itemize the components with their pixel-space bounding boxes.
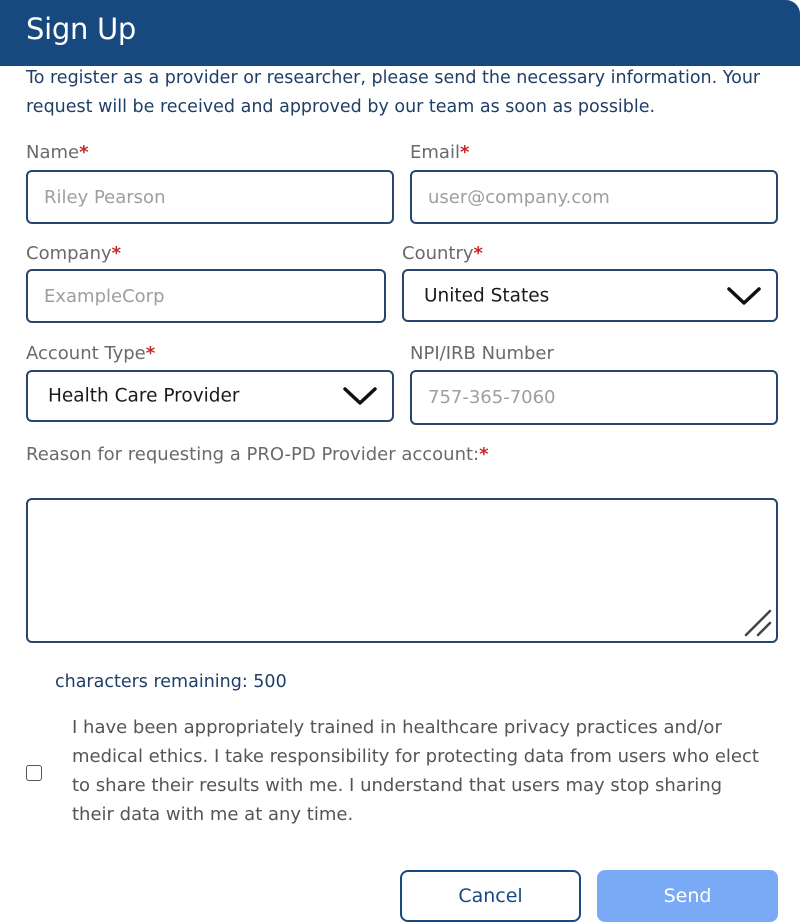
name-input[interactable] — [28, 172, 392, 222]
company-label — [26, 243, 121, 264]
account-type-select[interactable] — [26, 370, 394, 422]
email-input[interactable] — [412, 172, 776, 222]
account-type-label — [26, 343, 155, 364]
npi-field[interactable] — [410, 370, 778, 425]
required-mark: * — [473, 243, 483, 264]
company-field[interactable] — [26, 269, 386, 323]
send-button[interactable]: Send — [597, 870, 778, 922]
agreement-text: I have been appropriately trained in healthcare privacy practices and/or medical ethics. I take responsibility for protecting data from users who elect to share their results with me. I understand that users may stop sharing their data with me at any time. — [72, 717, 759, 825]
country-select[interactable] — [402, 269, 778, 322]
chevron-down-icon — [726, 285, 762, 307]
reason-textarea[interactable] — [26, 498, 778, 643]
dialog-title: Sign Up — [26, 12, 137, 46]
country-selected-value: United States — [424, 285, 550, 306]
required-mark: * — [145, 343, 156, 364]
characters-remaining: characters remaining: 500 — [55, 672, 287, 692]
name-field[interactable] — [26, 170, 394, 224]
required-mark: * — [79, 142, 89, 163]
npi-label — [410, 343, 554, 364]
email-label-text: Email — [410, 142, 460, 163]
required-mark: * — [479, 444, 489, 465]
resize-grip-icon[interactable] — [742, 607, 772, 637]
chevron-down-icon — [342, 385, 378, 407]
email-field[interactable] — [410, 170, 778, 224]
required-mark: * — [111, 243, 122, 264]
dialog-header — [0, 0, 800, 66]
reason-label-text: Reason for requesting a PRO-PD Provider account: — [26, 444, 480, 465]
country-label-text: Country — [402, 243, 474, 264]
intro-text: To register as a provider or researcher, please send the necessary information. Your request will be received and approved by our team as soon as possible. — [26, 68, 761, 117]
email-label — [410, 142, 469, 163]
npi-input[interactable] — [412, 372, 776, 423]
account-type-selected-value: Health Care Provider — [48, 385, 240, 407]
account-type-label-text: Account Type — [26, 343, 146, 364]
reason-label — [26, 444, 489, 465]
required-mark: * — [459, 142, 470, 163]
country-label — [402, 243, 483, 264]
company-label-text: Company — [26, 243, 112, 264]
name-label-text: Name — [26, 142, 80, 163]
agreement-checkbox[interactable] — [26, 765, 42, 781]
name-label — [26, 142, 89, 163]
npi-label-text: NPI/IRB Number — [410, 343, 554, 364]
cancel-button[interactable]: Cancel — [400, 870, 581, 922]
company-input[interactable] — [28, 271, 384, 321]
